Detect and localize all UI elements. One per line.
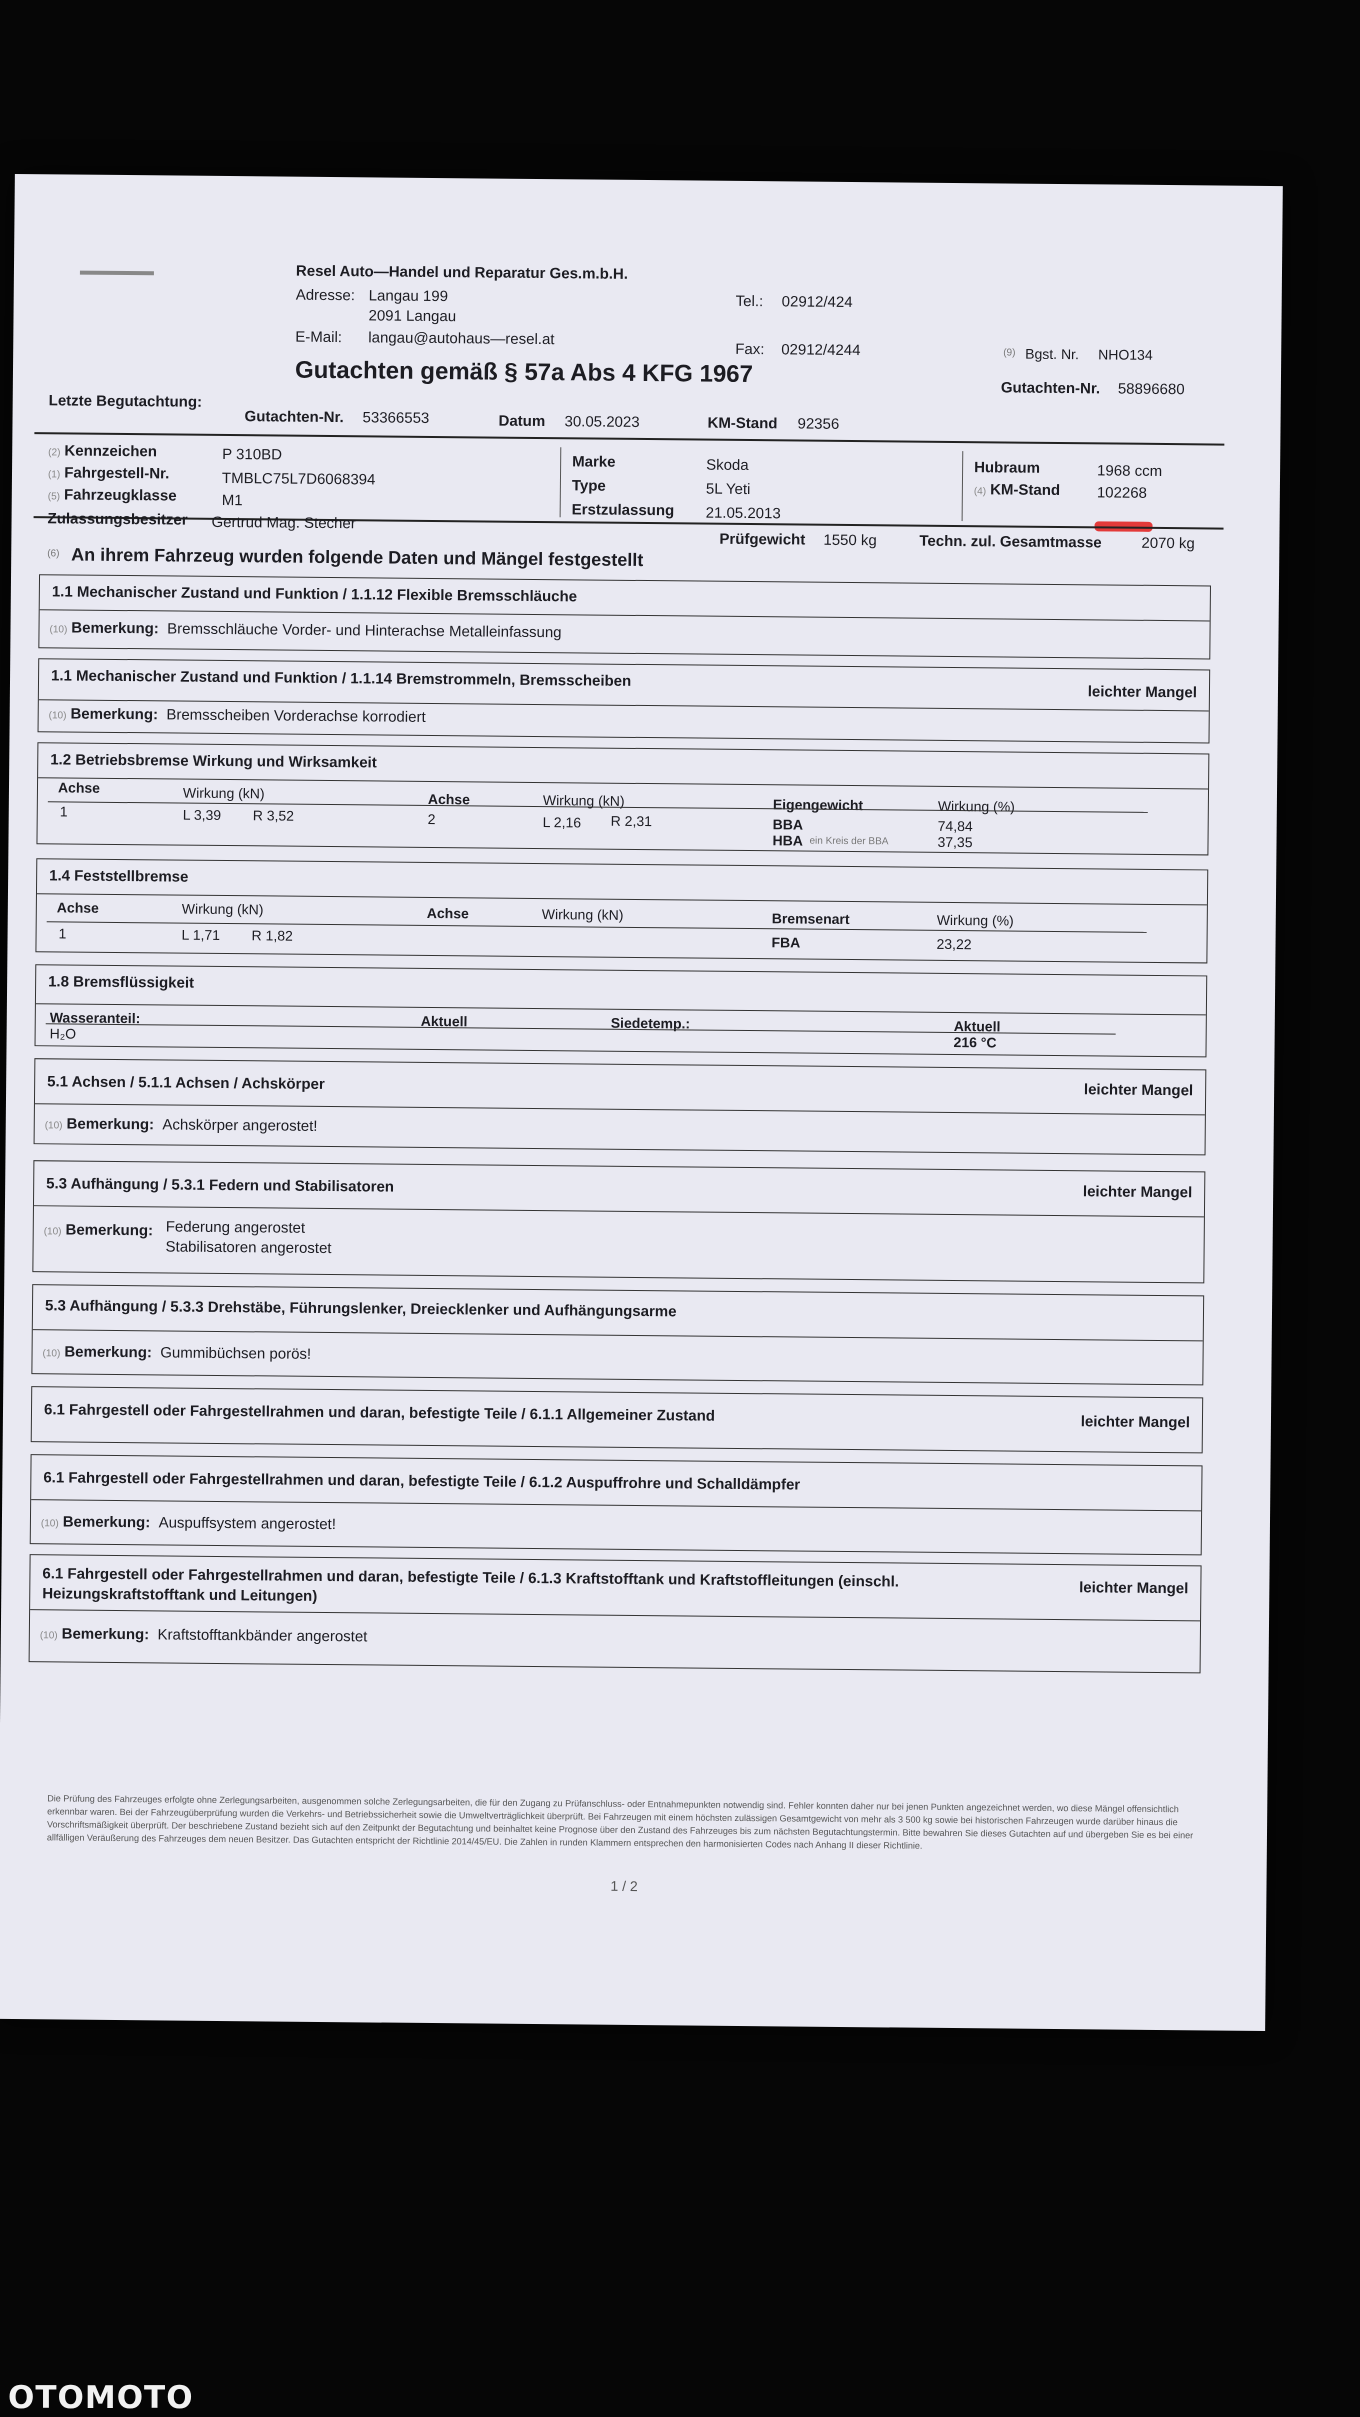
col-axle: Achse <box>57 779 101 796</box>
address-line2: 2091 Langau <box>368 307 457 326</box>
col-axle: Achse <box>56 899 99 916</box>
minor-defect-badge: leichter Mangel <box>1082 1183 1193 1202</box>
email-label: E-Mail: <box>295 328 343 347</box>
remark-code: (10) <box>39 1630 58 1642</box>
section-title: 1.1 Mechanischer Zustand und Funktion / 1.1.12 Flexible Bremsschläuche <box>51 583 578 606</box>
last-inspection-label: Letzte Begutachtung: <box>48 392 203 411</box>
findings-code: (6) <box>47 548 60 560</box>
remark-label: Bemerkung: <box>64 1343 152 1362</box>
remark-label: Bemerkung: <box>61 1625 150 1644</box>
finding-section <box>30 1454 1203 1555</box>
section-divider <box>31 1499 1201 1511</box>
brake-section <box>36 742 1209 855</box>
section-divider <box>33 1329 1203 1341</box>
col-own-weight: Eigengewicht <box>772 796 864 814</box>
hba-label: HBA <box>772 832 803 849</box>
kennzeichen-code: (2) <box>48 447 61 459</box>
section-divider <box>40 609 1210 621</box>
type-label: Type <box>571 477 606 495</box>
tel-label: Tel.: <box>735 292 764 311</box>
last-nr-value: 53366553 <box>362 409 430 427</box>
bgst-code: (9) <box>1003 347 1016 359</box>
fin-row <box>48 464 169 482</box>
col-axle: Achse <box>426 904 469 922</box>
section-title-line2: Heizungskraftstofftank und Leitungen) <box>42 1585 318 1605</box>
remark-label: Bemerkung: <box>66 1115 155 1134</box>
staple-mark <box>80 271 154 276</box>
last-nr-label: Gutachten-Nr. <box>244 408 344 427</box>
current-label: Aktuell <box>953 1018 1001 1035</box>
inspection-document <box>0 174 1283 2031</box>
erstzulassung-label: Erstzulassung <box>571 501 675 520</box>
water-label: Wasseranteil: <box>49 1009 141 1027</box>
km-code: (4) <box>973 486 987 498</box>
hba-note: ein Kreis der BBA <box>809 835 889 848</box>
remark-row <box>41 1513 336 1533</box>
current-label: Aktuell <box>420 1012 468 1030</box>
finding-section <box>31 1386 1203 1453</box>
section-title: 1.8 Bremsflüssigkeit <box>48 973 195 992</box>
finding-section <box>34 1058 1207 1155</box>
section-title: 1.1 Mechanischer Zustand und Funktion / 1.1.14 Bremstrommeln, Bremsscheiben <box>50 667 632 690</box>
company-name: Resel Auto—Handel und Reparatur Ges.m.b.H. <box>295 262 629 283</box>
bgst-value: NHO134 <box>1098 346 1153 363</box>
col-axle: Achse <box>427 790 471 808</box>
section-divider <box>35 1103 1205 1115</box>
address-label: Adresse: <box>295 286 356 305</box>
h2o-label: H₂O <box>49 1025 77 1042</box>
marke-value: Skoda <box>706 456 749 475</box>
last-date-label: Datum <box>498 412 546 431</box>
section-title: 5.3 Aufhängung / 5.3.1 Federn und Stabilisatoren <box>46 1175 395 1196</box>
axle-value: 2 <box>427 810 436 828</box>
brake-fluid-section <box>35 964 1208 1057</box>
bba-label: BBA <box>772 816 804 833</box>
remark-label: Bemerkung: <box>70 705 159 724</box>
kennzeichen-label: Kennzeichen <box>64 442 158 461</box>
boiling-value: 216 °C <box>953 1034 997 1051</box>
col-force: Wirkung (kN) <box>541 906 624 923</box>
divider <box>34 432 1224 445</box>
bba-value: 74,84 <box>937 817 973 835</box>
force-right: R 3,52 <box>252 807 295 824</box>
section-title: 5.1 Achsen / 5.1.1 Achsen / Achskörper <box>47 1073 325 1093</box>
section-title: 1.2 Betriebsbremse Wirkung und Wirksamkeit <box>50 751 377 772</box>
remark-row <box>42 1343 311 1363</box>
minor-defect-badge: leichter Mangel <box>1087 683 1198 702</box>
remark-code: (10) <box>48 710 67 722</box>
hubraum-label: Hubraum <box>974 459 1041 477</box>
section-divider <box>34 1205 1204 1217</box>
type-value: 5L Yeti <box>705 480 751 499</box>
axle-value: 1 <box>59 803 68 820</box>
remark-label: Bemerkung: <box>62 1513 151 1532</box>
klasse-code: (5) <box>47 491 61 503</box>
remark-text: Federung angerostet <box>165 1218 306 1237</box>
remark-code: (10) <box>49 624 68 636</box>
legal-disclaimer: Die Prüfung des Fahrzeuges erfolgte ohne Zerlegungsarbeiten, ausgenommen solche Zerlegungsarbeiten, die für den Zugang zu Prüfanschluss- oder Entnahmepunkten notwendig sind. Fehler konnten daher nur bei jenen Punkten angezeichnet werden, wo diese Mängel offensichtlich erkennbar waren. Bei der Fahrzeugüberprüfung wurden die Verkehrs- und Betriebssicherheit sowie die Umweltverträglichkeit überprüft. Bei Fahrzeugen mit einem höchsten zulässigen Gesamtgewicht von mehr als 3 500 kg sowie bei historischen Fahrzeugen wurde darüber hinaus die Vorschriftsmäßigkeit überprüft. Der beschriebene Zustand bezieht sich auf den Zeitpunkt der Begutachtung und beinhaltet keine Prognose über den Zustand des Fahrzeuges bis zum nächsten Begutachtungstermin. Bitte bewahren Sie dieses Gutachten auf und übergeben Sie es bei einer allfälligen Veräußerung des Fahrzeuges dem neuen Besitzer. Das Gutachten entspricht der Richtlinie 2014/45/EU. Die Zahlen in runden Klammern entsprechen den harmonisierten Codes nach Anhang II dieser Richtlinie. <box>46 1793 1194 1851</box>
col-force: Wirkung (kN) <box>542 792 625 809</box>
remark-row <box>45 1115 318 1135</box>
finding-section <box>38 574 1211 659</box>
fax-value: 02912/4244 <box>781 341 861 360</box>
col-brake-type: Bremsenart <box>771 910 850 928</box>
remark-code: (10) <box>43 1226 62 1238</box>
klasse-row <box>48 486 177 504</box>
owner-value: Gertrud Mag. Stecher <box>211 513 356 533</box>
remark-text: Stabilisatoren angerostet <box>165 1238 332 1258</box>
gesamtmasse-value: 2070 kg <box>1141 534 1195 553</box>
fin-code: (1) <box>47 469 61 481</box>
col-efficiency: Wirkung (%) <box>936 911 1014 929</box>
remark-row <box>49 619 561 641</box>
section-title: 6.1 Fahrgestell oder Fahrgestellrahmen und daran, befestigte Teile / 6.1.2 Auspuffrohre und Schalldämpfer <box>43 1469 801 1494</box>
col-efficiency: Wirkung (%) <box>937 797 1015 815</box>
finding-section <box>29 1554 1202 1673</box>
boiling-label: Siedetemp.: <box>610 1014 691 1032</box>
km-value: 102268 <box>1096 484 1148 502</box>
fba-label: FBA <box>771 934 801 951</box>
erstzulassung-value: 21.05.2013 <box>705 504 781 523</box>
hba-value: 37,35 <box>937 833 973 851</box>
remark-code: (10) <box>42 1348 61 1360</box>
marke-label: Marke <box>572 453 616 471</box>
remark-row <box>40 1625 368 1645</box>
finding-section <box>32 1160 1205 1283</box>
remark-code: (10) <box>44 1120 63 1132</box>
fin-label: Fahrgestell-Nr. <box>64 464 170 483</box>
pruefgewicht-value: 1550 kg <box>823 531 877 550</box>
tel-value: 02912/424 <box>781 293 853 312</box>
remark-label: Bemerkung: <box>71 619 159 638</box>
email-value: langau@autohaus—resel.at <box>368 329 555 349</box>
force-left: L 2,16 <box>542 814 582 831</box>
col-force: Wirkung (kN) <box>181 900 264 918</box>
section-title: 6.1 Fahrgestell oder Fahrgestellrahmen und daran, befestigte Teile / 6.1.3 Kraftstofftank und Kraftstoffleitungen (einschl. <box>42 1565 900 1591</box>
pruefgewicht-label: Prüfgewicht <box>719 530 806 549</box>
gutachten-nr-value: 58896680 <box>1117 380 1185 399</box>
remark-text: Bremsschläuche Vorder- und Hinterachse Metalleinfassung <box>167 620 562 642</box>
parking-brake-section <box>35 858 1208 963</box>
document-title: Gutachten gemäß § 57a Abs 4 KFG 1967 <box>294 356 754 389</box>
remark-text: Bremsscheiben Vorderachse korrodiert <box>166 706 426 726</box>
divider-vertical <box>560 447 562 517</box>
divider-vertical <box>962 451 964 521</box>
minor-defect-badge: leichter Mangel <box>1079 1579 1189 1598</box>
last-date-value: 30.05.2023 <box>564 413 640 431</box>
remark-text: Kraftstofftankbänder angerostet <box>157 1626 368 1646</box>
gesamtmasse-label: Techn. zul. Gesamtmasse <box>919 532 1102 552</box>
remark-text: Auspuffsystem angerostet! <box>158 1514 337 1534</box>
force-right: R 2,31 <box>610 812 653 830</box>
km-row <box>974 481 1060 499</box>
remark-text: Achskörper angerostet! <box>162 1116 318 1135</box>
hubraum-value: 1968 ccm <box>1097 462 1163 480</box>
fin-value: TMBLC75L7D6068394 <box>221 469 376 489</box>
remark-label: Bemerkung: <box>65 1221 154 1240</box>
finding-section <box>38 658 1211 743</box>
section-divider <box>30 1609 1200 1621</box>
last-km-value: 92356 <box>797 415 840 433</box>
findings-heading: An ihrem Fahrzeug wurden folgende Daten und Mängel festgestellt <box>71 544 644 571</box>
minor-defect-badge: leichter Mangel <box>1083 1081 1194 1100</box>
gutachten-nr-label: Gutachten-Nr. <box>1000 379 1101 398</box>
page-number: 1 / 2 <box>610 1877 638 1895</box>
finding-section <box>31 1284 1204 1385</box>
otomoto-watermark: OTOMOTO <box>8 2380 194 2416</box>
owner-label: Zulassungsbesitzer <box>47 510 188 529</box>
remark-code: (10) <box>40 1518 59 1530</box>
klasse-value: M1 <box>221 491 243 510</box>
section-divider <box>36 1003 1206 1015</box>
force-left: L 1,71 <box>181 926 221 943</box>
kennzeichen-row <box>48 442 157 460</box>
section-title: 6.1 Fahrgestell oder Fahrgestellrahmen und daran, befestigte Teile / 6.1.1 Allgemeiner Zustand <box>43 1401 716 1425</box>
remark-row <box>44 1221 153 1239</box>
last-km-label: KM-Stand <box>707 414 778 433</box>
axle-value: 1 <box>58 925 67 942</box>
col-force: Wirkung (kN) <box>182 784 265 802</box>
remark-text: Gummibüchsen porös! <box>160 1344 312 1363</box>
km-label: KM-Stand <box>990 481 1061 500</box>
force-left: L 3,39 <box>182 806 222 823</box>
section-title: 5.3 Aufhängung / 5.3.3 Drehstäbe, Führungslenker, Dreiecklenker und Aufhängungsarme <box>44 1297 677 1321</box>
remark-row <box>49 705 426 726</box>
kennzeichen-value: P 310BD <box>222 445 283 464</box>
address-line1: Langau 199 <box>368 287 449 306</box>
minor-defect-badge: leichter Mangel <box>1080 1413 1191 1432</box>
section-title: 1.4 Feststellbremse <box>49 867 189 886</box>
fba-value: 23,22 <box>936 935 972 953</box>
bgst-label: Bgst. Nr. <box>1025 345 1079 363</box>
force-right: R 1,82 <box>251 927 293 944</box>
klasse-label: Fahrzeugklasse <box>63 486 177 505</box>
fax-label: Fax: <box>735 340 765 359</box>
